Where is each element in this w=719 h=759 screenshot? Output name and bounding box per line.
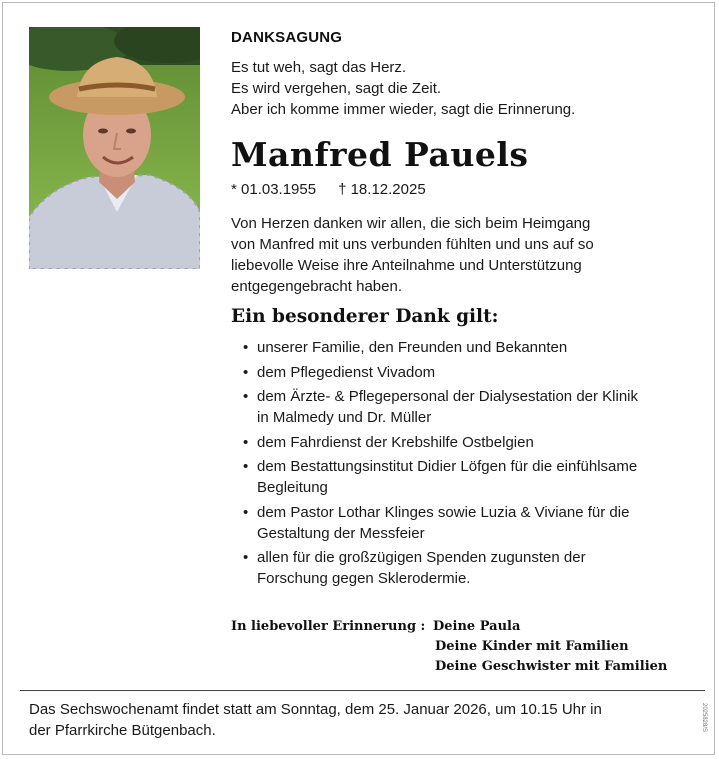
death-date: † 18.12.2025 (338, 181, 426, 198)
bullet-icon: • (243, 363, 249, 381)
signature-name: Deine Geschwister mit Familien (435, 659, 668, 674)
ad-code: 2025828/S (701, 703, 707, 733)
bullet-icon: • (243, 458, 249, 475)
bullet-icon: • (243, 503, 249, 521)
birth-date: * 01.03.1955 (231, 181, 317, 198)
thanks-intro (231, 213, 701, 297)
bullet-icon: • (243, 549, 249, 566)
life-dates (231, 181, 426, 198)
signature-label: In liebevoller Erinnerung : (231, 619, 426, 634)
notice-line: der Pfarrkirche Bütgenbach. (29, 722, 216, 739)
list-item: • dem Pflegedienst Vivadom (243, 363, 436, 381)
signature-name: Deine Paula (433, 619, 521, 634)
intro-line: Von Herzen danken wir allen, die sich beim Heimgang (231, 215, 591, 232)
notice-line: Das Sechswochenamt findet statt am Sonntag, dem 25. Januar 2026, um 10.15 Uhr in (29, 701, 602, 718)
list-item: • allen für die großzügigen Spenden zugunsten der Forschung gegen Sklerodermie. (243, 549, 586, 587)
signature-names (435, 617, 667, 677)
special-thanks-heading: Ein besonderer Dank gilt: (231, 306, 499, 327)
bullet-icon: • (243, 388, 249, 405)
intro-line: liebevolle Weise ihre Anteilnahme und Unterstützung (231, 257, 582, 274)
heading: DANKSAGUNG (231, 29, 343, 46)
deceased-name: Manfred Pauels (231, 135, 529, 174)
poem-line: Aber ich komme immer wieder, sagt die Erinnerung. (231, 101, 576, 118)
signature-name: Deine Kinder mit Familien (435, 639, 629, 654)
list-item: • dem Pastor Lothar Klinges sowie Luzia & Viviane für die Gestaltung der Messfeier (243, 503, 630, 542)
intro-line: von Manfred mit uns verbunden fühlten und uns auf so (231, 236, 594, 253)
obituary-card (2, 2, 715, 755)
list-item: • dem Ärzte- & Pflegepersonal der Dialysestation der Klinik in Malmedy und Dr. Müller (243, 388, 639, 426)
bullet-icon: • (243, 339, 249, 356)
portrait-photo (29, 27, 200, 269)
poem-line: Es tut weh, sagt das Herz. (231, 59, 407, 76)
list-item: • dem Bestattungsinstitut Didier Löfgen für die einfühlsame Begleitung (243, 458, 638, 496)
poem (231, 57, 701, 120)
list-item: • unserer Familie, den Freunden und Bekannten (243, 339, 568, 356)
poem-line: Es wird vergehen, sagt die Zeit. (231, 80, 442, 97)
divider (20, 690, 705, 691)
thanks-list (243, 337, 703, 593)
bullet-icon: • (243, 433, 249, 451)
list-item: • dem Fahrdienst der Krebshilfe Ostbelgien (243, 433, 534, 451)
mass-notice (29, 699, 699, 741)
intro-line: entgegengebracht haben. (231, 278, 402, 295)
